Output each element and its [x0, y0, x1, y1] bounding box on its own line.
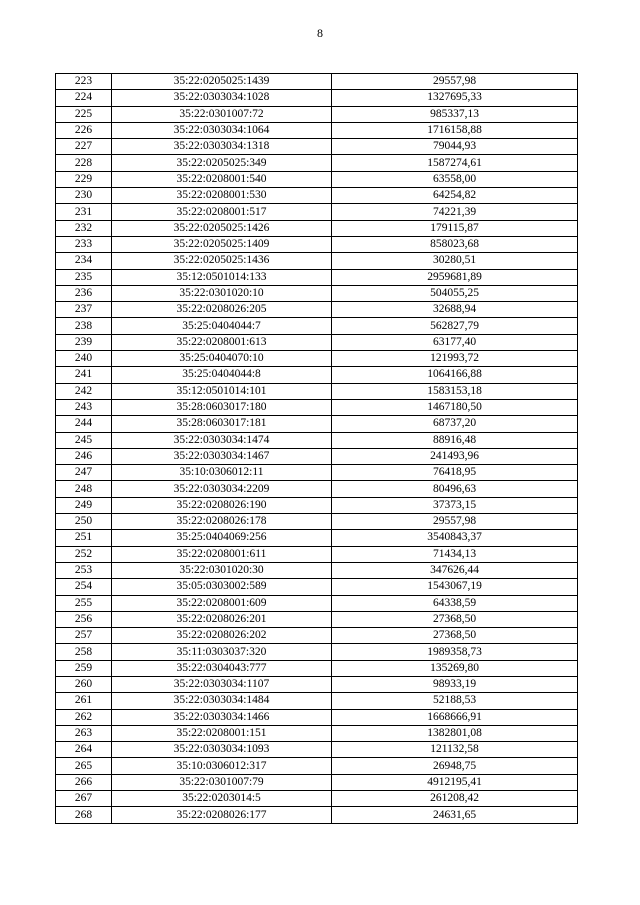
row-number-cell: 252: [56, 546, 112, 562]
table-body: [56, 74, 578, 824]
row-number-cell: 223: [56, 74, 112, 90]
cadastral-value-cell: 74221,39: [332, 204, 578, 220]
cadastral-value-cell: 1543067,19: [332, 579, 578, 595]
cadastral-number-cell: 35:12:0501014:101: [112, 383, 332, 399]
table-row: [56, 171, 578, 187]
cadastral-number-cell: 35:22:0301020:30: [112, 562, 332, 578]
cadastral-number-cell: 35:22:0208001:611: [112, 546, 332, 562]
cadastral-number-cell: 35:25:0404044:8: [112, 367, 332, 383]
cadastral-value-cell: 1467180,50: [332, 399, 578, 415]
row-number-cell: 268: [56, 807, 112, 823]
table-row: [56, 334, 578, 350]
row-number-cell: 262: [56, 709, 112, 725]
cadastral-number-cell: 35:22:0208001:151: [112, 725, 332, 741]
cadastral-number-cell: 35:22:0303034:1318: [112, 139, 332, 155]
cadastral-number-cell: 35:22:0205025:1426: [112, 220, 332, 236]
cadastral-number-cell: 35:22:0208026:190: [112, 497, 332, 513]
cadastral-value-cell: 76418,95: [332, 465, 578, 481]
row-number-cell: 232: [56, 220, 112, 236]
page-number: 8: [317, 26, 323, 40]
cadastral-number-cell: 35:22:0303034:1107: [112, 676, 332, 692]
row-number-cell: 237: [56, 302, 112, 318]
row-number-cell: 261: [56, 693, 112, 709]
table-row: [56, 546, 578, 562]
cadastral-value-cell: 121993,72: [332, 351, 578, 367]
table-row: [56, 236, 578, 252]
row-number-cell: 241: [56, 367, 112, 383]
row-number-cell: 249: [56, 497, 112, 513]
cadastral-number-cell: 35:22:0303034:2209: [112, 481, 332, 497]
table-row: [56, 122, 578, 138]
row-number-cell: 258: [56, 644, 112, 660]
cadastral-value-cell: 29557,98: [332, 74, 578, 90]
table-row: [56, 774, 578, 790]
table-row: [56, 253, 578, 269]
cadastral-number-cell: 35:22:0208001:540: [112, 171, 332, 187]
cadastral-number-cell: 35:22:0301020:10: [112, 285, 332, 301]
table-row: [56, 220, 578, 236]
cadastral-value-cell: 985337,13: [332, 106, 578, 122]
table-row: [56, 399, 578, 415]
table-row: [56, 204, 578, 220]
cadastral-number-cell: 35:22:0208001:517: [112, 204, 332, 220]
cadastral-value-cell: 98933,19: [332, 676, 578, 692]
table-row: [56, 367, 578, 383]
cadastral-value-cell: 1716158,88: [332, 122, 578, 138]
row-number-cell: 224: [56, 90, 112, 106]
table-row: [56, 807, 578, 823]
table-row: [56, 497, 578, 513]
cadastral-value-cell: 1583153,18: [332, 383, 578, 399]
cadastral-number-cell: 35:22:0208026:201: [112, 611, 332, 627]
row-number-cell: 256: [56, 611, 112, 627]
cadastral-value-cell: 63177,40: [332, 334, 578, 350]
row-number-cell: 253: [56, 562, 112, 578]
cadastral-number-cell: 35:22:0208001:530: [112, 188, 332, 204]
cadastral-number-cell: 35:22:0208026:178: [112, 514, 332, 530]
table-row: [56, 693, 578, 709]
row-number-cell: 225: [56, 106, 112, 122]
row-number-cell: 230: [56, 188, 112, 204]
cadastral-value-cell: 2959681,89: [332, 269, 578, 285]
row-number-cell: 240: [56, 351, 112, 367]
cadastral-number-cell: 35:25:0404044:7: [112, 318, 332, 334]
row-number-cell: 260: [56, 676, 112, 692]
row-number-cell: 250: [56, 514, 112, 530]
cadastral-value-cell: 504055,25: [332, 285, 578, 301]
row-number-cell: 235: [56, 269, 112, 285]
cadastral-number-cell: 35:25:0404070:10: [112, 351, 332, 367]
cadastral-number-cell: 35:28:0603017:181: [112, 416, 332, 432]
cadastral-number-cell: 35:22:0205025:1436: [112, 253, 332, 269]
table-row: [56, 481, 578, 497]
cadastral-number-cell: 35:22:0303034:1064: [112, 122, 332, 138]
cadastral-number-cell: 35:22:0303034:1467: [112, 448, 332, 464]
table-row: [56, 90, 578, 106]
cadastral-number-cell: 35:22:0208026:202: [112, 628, 332, 644]
row-number-cell: 245: [56, 432, 112, 448]
cadastral-number-cell: 35:22:0301007:79: [112, 774, 332, 790]
cadastral-number-cell: 35:22:0205025:349: [112, 155, 332, 171]
row-number-cell: 254: [56, 579, 112, 595]
row-number-cell: 234: [56, 253, 112, 269]
cadastral-number-cell: 35:22:0304043:777: [112, 660, 332, 676]
table-row: [56, 383, 578, 399]
cadastral-number-cell: 35:11:0303037:320: [112, 644, 332, 660]
row-number-cell: 238: [56, 318, 112, 334]
table-row: [56, 285, 578, 301]
cadastral-number-cell: 35:22:0208001:613: [112, 334, 332, 350]
table-row: [56, 351, 578, 367]
row-number-cell: 226: [56, 122, 112, 138]
table-row: [56, 106, 578, 122]
cadastral-number-cell: 35:22:0203014:5: [112, 791, 332, 807]
table-row: [56, 628, 578, 644]
cadastral-value-cell: 52188,53: [332, 693, 578, 709]
table-row: [56, 742, 578, 758]
cadastral-value-cell: 64338,59: [332, 595, 578, 611]
row-number-cell: 266: [56, 774, 112, 790]
table-row: [56, 139, 578, 155]
table-row: [56, 269, 578, 285]
cadastral-number-cell: 35:22:0303034:1466: [112, 709, 332, 725]
cadastral-value-cell: 24631,65: [332, 807, 578, 823]
table-row: [56, 595, 578, 611]
table-row: [56, 302, 578, 318]
row-number-cell: 227: [56, 139, 112, 155]
cadastral-value-cell: 121132,58: [332, 742, 578, 758]
cadastral-number-cell: 35:22:0208026:205: [112, 302, 332, 318]
table-row: [56, 660, 578, 676]
table-row: [56, 318, 578, 334]
table-row: [56, 448, 578, 464]
row-number-cell: 251: [56, 530, 112, 546]
table-row: [56, 74, 578, 90]
row-number-cell: 246: [56, 448, 112, 464]
cadastral-value-cell: 37373,15: [332, 497, 578, 513]
cadastral-value-cell: 63558,00: [332, 171, 578, 187]
table-row: [56, 758, 578, 774]
cadastral-value-cell: 1382801,08: [332, 725, 578, 741]
cadastral-number-cell: 35:05:0303002:589: [112, 579, 332, 595]
cadastral-value-cell: 3540843,37: [332, 530, 578, 546]
cadastral-number-cell: 35:22:0208026:177: [112, 807, 332, 823]
cadastral-value-table: [55, 73, 578, 824]
cadastral-number-cell: 35:22:0303034:1484: [112, 693, 332, 709]
row-number-cell: 236: [56, 285, 112, 301]
cadastral-value-cell: 858023,68: [332, 236, 578, 252]
table-row: [56, 514, 578, 530]
cadastral-number-cell: 35:22:0303034:1093: [112, 742, 332, 758]
cadastral-value-cell: 261208,42: [332, 791, 578, 807]
row-number-cell: 267: [56, 791, 112, 807]
cadastral-number-cell: 35:12:0501014:133: [112, 269, 332, 285]
cadastral-value-cell: 1587274,61: [332, 155, 578, 171]
cadastral-value-cell: 80496,63: [332, 481, 578, 497]
row-number-cell: 243: [56, 399, 112, 415]
cadastral-number-cell: 35:22:0205025:1439: [112, 74, 332, 90]
row-number-cell: 265: [56, 758, 112, 774]
row-number-cell: 264: [56, 742, 112, 758]
table-row: [56, 562, 578, 578]
table-row: [56, 611, 578, 627]
cadastral-value-cell: 4912195,41: [332, 774, 578, 790]
cadastral-value-cell: 562827,79: [332, 318, 578, 334]
row-number-cell: 259: [56, 660, 112, 676]
cadastral-value-cell: 179115,87: [332, 220, 578, 236]
cadastral-value-cell: 1989358,73: [332, 644, 578, 660]
cadastral-value-cell: 26948,75: [332, 758, 578, 774]
table-row: [56, 791, 578, 807]
table-row: [56, 465, 578, 481]
cadastral-value-cell: 347626,44: [332, 562, 578, 578]
cadastral-value-cell: 29557,98: [332, 514, 578, 530]
row-number-cell: 263: [56, 725, 112, 741]
cadastral-value-cell: 30280,51: [332, 253, 578, 269]
cadastral-number-cell: 35:22:0303034:1474: [112, 432, 332, 448]
cadastral-value-cell: 1668666,91: [332, 709, 578, 725]
cadastral-value-cell: 32688,94: [332, 302, 578, 318]
cadastral-number-cell: 35:10:0306012:11: [112, 465, 332, 481]
row-number-cell: 229: [56, 171, 112, 187]
row-number-cell: 233: [56, 236, 112, 252]
cadastral-number-cell: 35:10:0306012:317: [112, 758, 332, 774]
cadastral-value-cell: 1327695,33: [332, 90, 578, 106]
cadastral-value-cell: 241493,96: [332, 448, 578, 464]
table-row: [56, 644, 578, 660]
cadastral-number-cell: 35:25:0404069:256: [112, 530, 332, 546]
cadastral-value-cell: 135269,80: [332, 660, 578, 676]
row-number-cell: 244: [56, 416, 112, 432]
row-number-cell: 255: [56, 595, 112, 611]
cadastral-value-cell: 1064166,88: [332, 367, 578, 383]
cadastral-value-cell: 27368,50: [332, 611, 578, 627]
row-number-cell: 247: [56, 465, 112, 481]
table-row: [56, 432, 578, 448]
row-number-cell: 248: [56, 481, 112, 497]
cadastral-number-cell: 35:22:0208001:609: [112, 595, 332, 611]
table-row: [56, 188, 578, 204]
row-number-cell: 231: [56, 204, 112, 220]
table-row: [56, 530, 578, 546]
table-row: [56, 676, 578, 692]
table-row: [56, 416, 578, 432]
row-number-cell: 257: [56, 628, 112, 644]
row-number-cell: 242: [56, 383, 112, 399]
cadastral-number-cell: 35:22:0301007:72: [112, 106, 332, 122]
table-row: [56, 709, 578, 725]
cadastral-number-cell: 35:22:0303034:1028: [112, 90, 332, 106]
cadastral-value-cell: 64254,82: [332, 188, 578, 204]
cadastral-value-cell: 79044,93: [332, 139, 578, 155]
cadastral-value-cell: 68737,20: [332, 416, 578, 432]
table-row: [56, 579, 578, 595]
row-number-cell: 228: [56, 155, 112, 171]
cadastral-value-cell: 88916,48: [332, 432, 578, 448]
cadastral-value-cell: 27368,50: [332, 628, 578, 644]
cadastral-number-cell: 35:22:0205025:1409: [112, 236, 332, 252]
cadastral-value-cell: 71434,13: [332, 546, 578, 562]
table-row: [56, 155, 578, 171]
cadastral-number-cell: 35:28:0603017:180: [112, 399, 332, 415]
row-number-cell: 239: [56, 334, 112, 350]
table-row: [56, 725, 578, 741]
